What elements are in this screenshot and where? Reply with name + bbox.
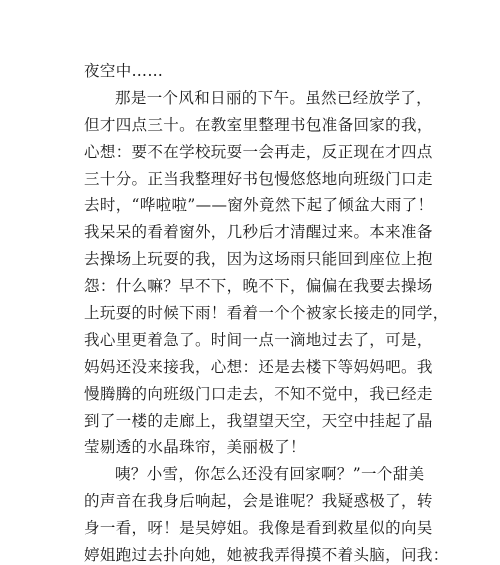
text-line: 我心里更着急了。时间一点一滴地过去了，可是， bbox=[84, 330, 433, 349]
text-line: 的声音在我身后响起，会是谁呢？我疑惑极了，转 bbox=[84, 492, 433, 511]
text-line: 三十分。正当我整理好书包慢悠悠地向班级门口走 bbox=[84, 169, 433, 188]
text-line: 怨：什么嘛？早不下，晚不下，偏偏在我要去操场 bbox=[84, 277, 433, 296]
text-line: 我呆呆的看着窗外，几秒后才清醒过来。本来准备 bbox=[84, 223, 433, 242]
text-line: 婷姐跑过去扑向她，她被我弄得摸不着头脑，问我： bbox=[84, 546, 449, 565]
text-line: 但才四点三十。在教室里整理书包准备回家的我， bbox=[84, 115, 433, 134]
text-line: 上玩耍的时候下雨！看着一个个被家长接走的同学， bbox=[84, 304, 449, 323]
text-line: 妈妈还没来接我，心想：还是去楼下等妈妈吧。我 bbox=[84, 357, 433, 376]
text-line: 慢腾腾的向班级门口走去，不知不觉中，我已经走 bbox=[84, 384, 433, 403]
text-line: 咦？小雪，你怎么还没有回家啊？”一个甜美 bbox=[115, 465, 425, 484]
text-line: 到了一楼的走廊上，我望望天空，天空中挂起了晶 bbox=[84, 411, 433, 430]
text-line: 莹剔透的水晶珠帘，美丽极了！ bbox=[84, 438, 306, 457]
text-line: 心想：要不在学校玩耍一会再走，反正现在才四点 bbox=[84, 142, 433, 161]
text-line: 夜空中…… bbox=[84, 62, 164, 80]
text-line: 那是一个风和日丽的下午。虽然已经放学了， bbox=[115, 88, 433, 107]
text-line: 去操场上玩耍的我，因为这场雨只能回到座位上抱 bbox=[84, 250, 433, 269]
text-line: 去时，“哗啦啦”——窗外竟然下起了倾盆大雨了！ bbox=[84, 196, 434, 215]
text-line: 身一看，呀！是吴婷姐。我像是看到救星似的向吴 bbox=[84, 519, 433, 538]
body-text bbox=[84, 58, 449, 565]
